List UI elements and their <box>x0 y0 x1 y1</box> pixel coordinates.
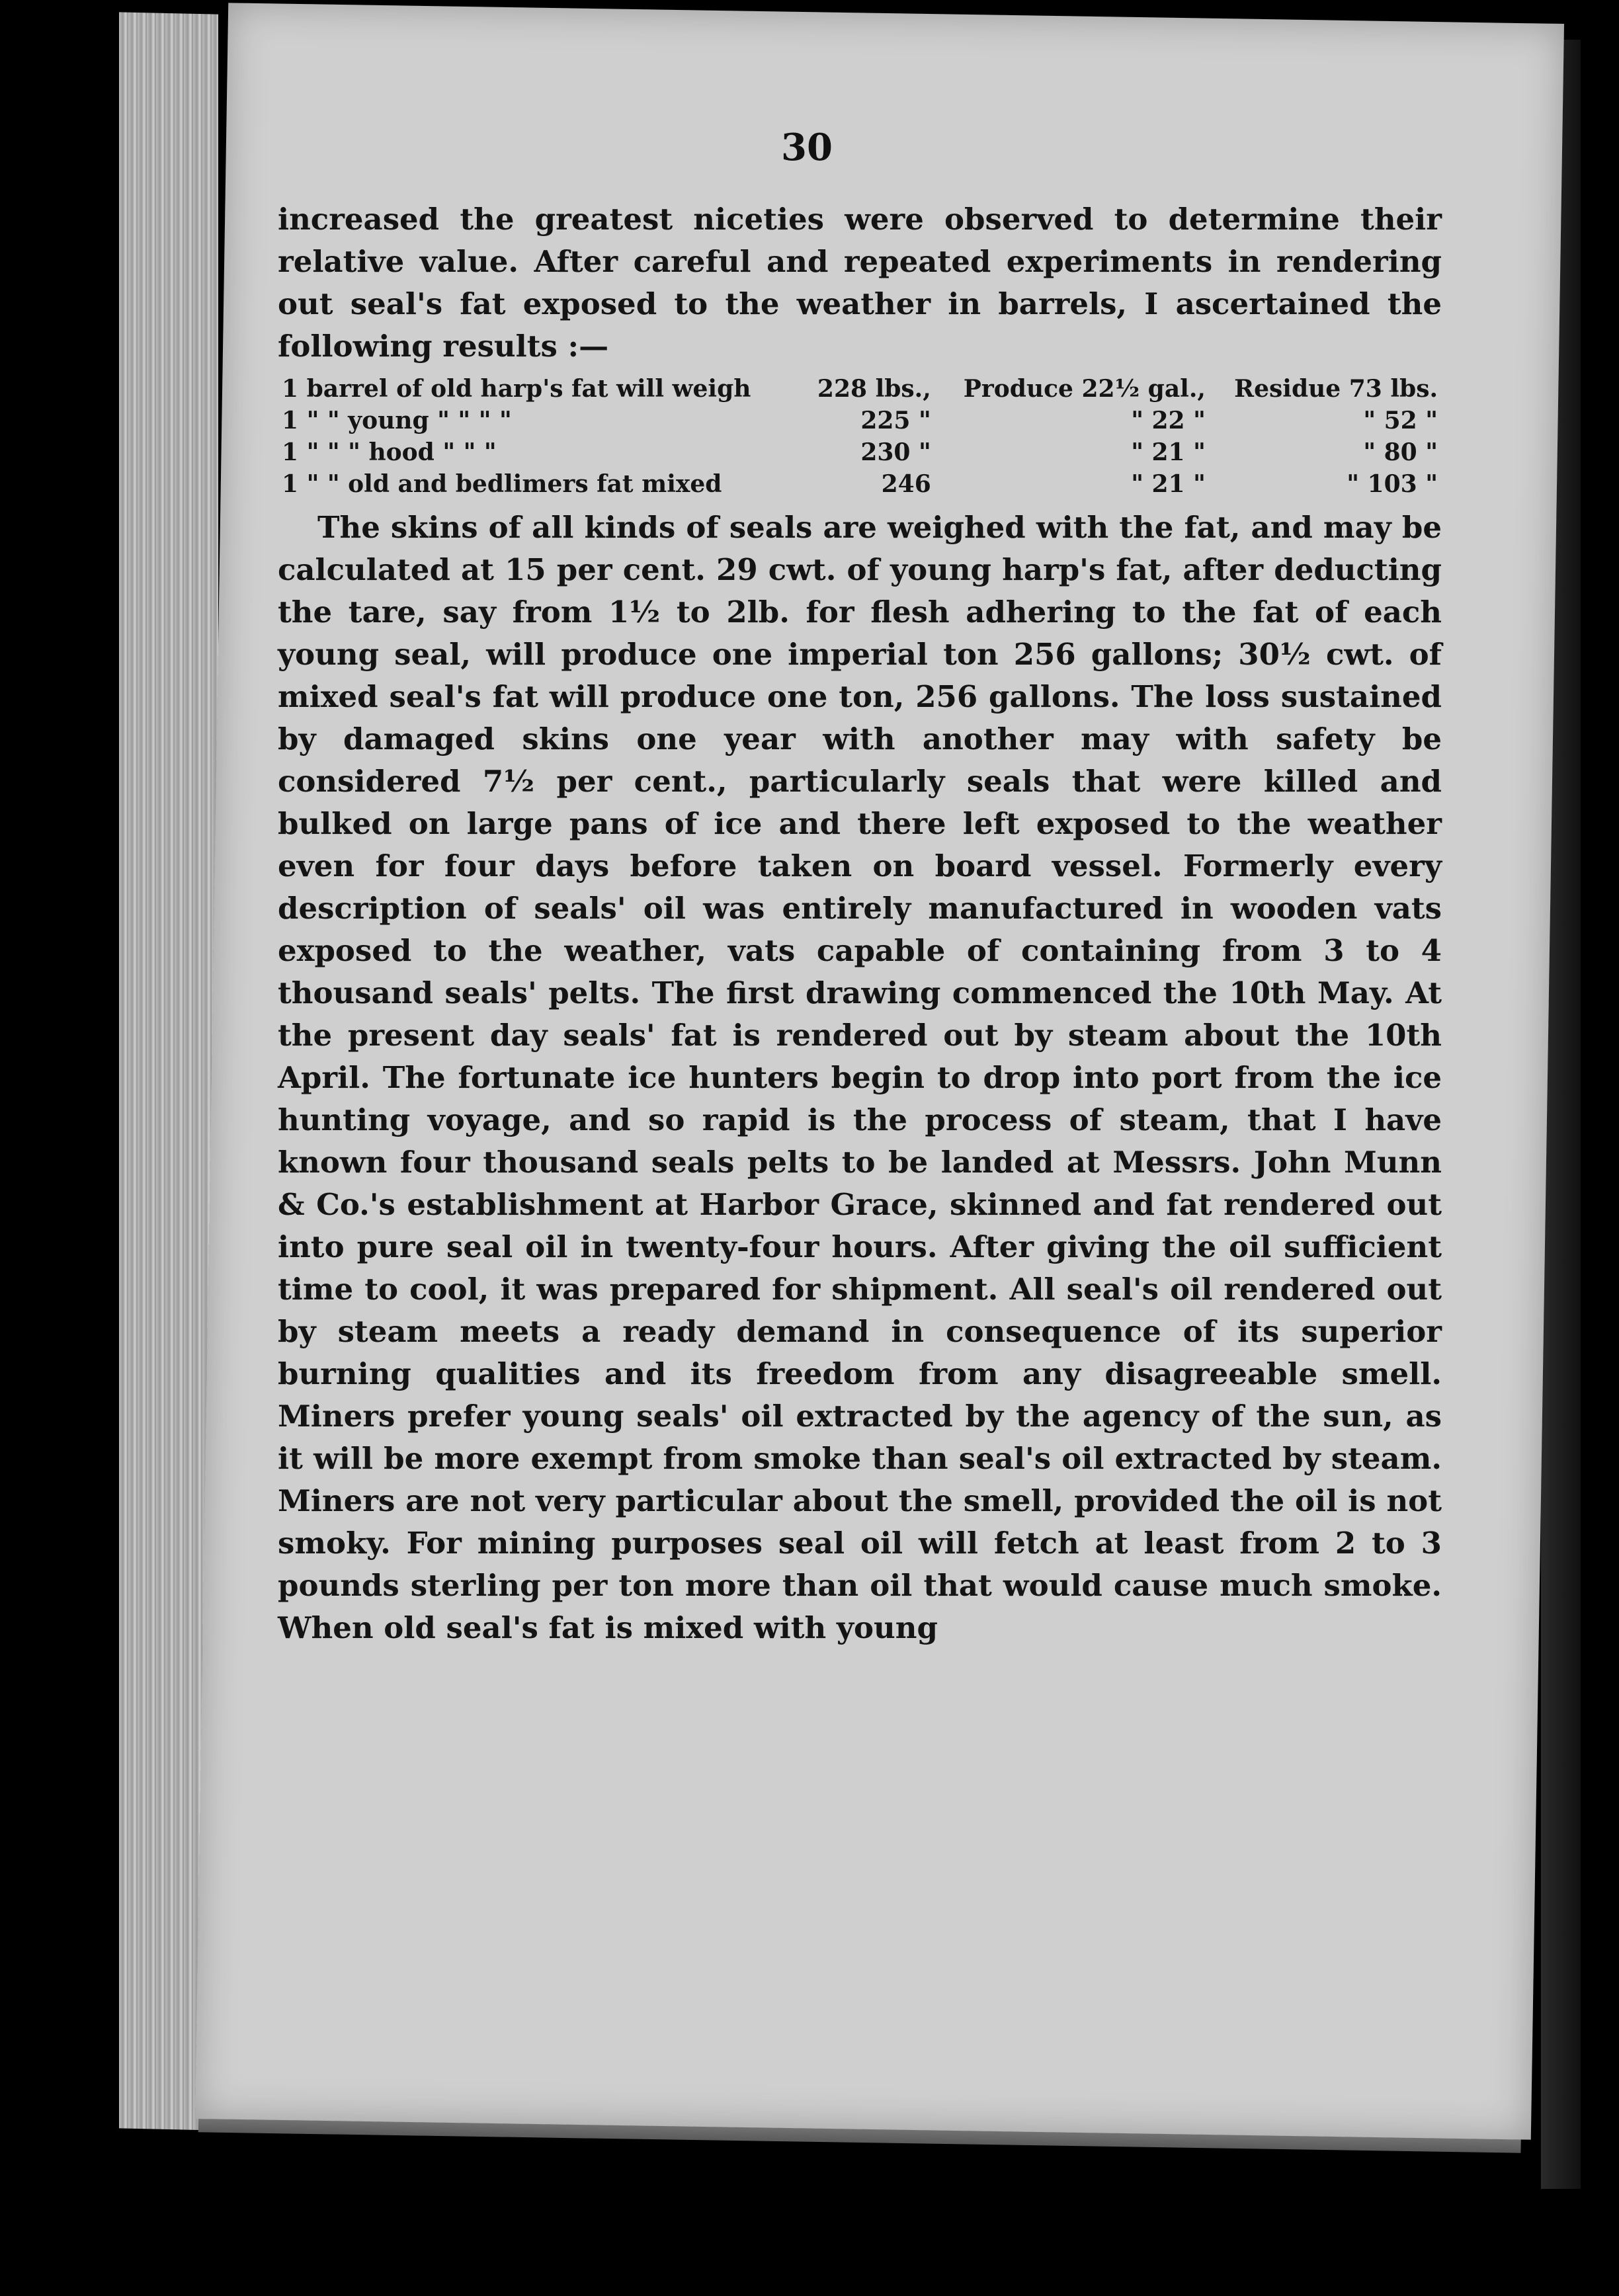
row-produce: Produce 22½ gal., <box>963 375 1206 403</box>
results-row <box>278 436 1442 468</box>
results-table <box>278 373 1442 500</box>
row-label: 1 barrel of old harp's fat will weigh <box>282 375 751 403</box>
page-number: 30 <box>781 126 833 169</box>
row-weight: 246 <box>881 470 931 498</box>
row-weight: 225 " <box>860 407 931 434</box>
results-row <box>278 468 1442 500</box>
paragraph-continuation: increased the greatest niceties were observed to determine their relative value. After careful and repeated experiments in rendering out seal's fat exposed to the weather in barrels, I ascertained the following results :— <box>278 202 1442 364</box>
paragraph-skins-and-oil: The skins of all kinds of seals are weighed with the fat, and may be calculated at 15 per cent. 29 cwt. of young harp's fat, after deducting the tare, say from 1½ to 2lb. for flesh adhering to the fat of each young seal, will produce one imperial ton 256 gallons; 30½ cwt. of mixed seal's fat will produce one ton, 256 gallons. The loss sustained by damaged skins one year with another may with safety be considered 7½ per cent., particularly seals that were killed and bulked on large pans of ice and there left exposed to the weather even for four days before taken on board vessel. Formerly every description of seals' oil was entirely manufactured in wooden vats exposed to the weather, vats capable of containing from 3 to 4 thousand seals' pelts. The first drawing commenced the 10th May. At the present day seals' fat is rendered out by steam about the 10th April. The fortunate ice hunters begin to drop into port from the ice hunting voyage, and so rapid is the process of steam, that I have known four thousand seals pelts to be landed at Messrs. John Munn & Co.'s establishment at Harbor Grace, skinned and fat rendered out into pure seal oil in twenty-four hours. After giving the oil sufficient time to cool, it was prepared for shipment. All seal's oil rendered out by steam meets a ready demand in consequence of its superior burning qualities and its freedom from any disagreeable smell. Miners prefer young seals' oil extracted by the agency of the sun, as it will be more exempt from smoke than seal's oil extracted by steam. Miners are not very particular about the smell, provided the oil is not smoky. For mining purposes seal oil will fetch at least from 2 to 3 pounds sterling per ton more than oil that would cause much smoke. When old seal's fat is mixed with young <box>278 510 1442 1645</box>
row-residue: " 80 " <box>1363 438 1438 466</box>
row-residue: " 52 " <box>1363 407 1438 434</box>
row-produce: " 21 " <box>1131 470 1206 498</box>
results-row <box>278 405 1442 436</box>
row-produce: " 22 " <box>1131 407 1206 434</box>
row-label: 1 " " young " " " " <box>282 407 512 434</box>
row-weight: 228 lbs., <box>817 375 931 403</box>
row-weight: 230 " <box>860 438 931 466</box>
page-body <box>278 198 1442 1649</box>
row-residue: Residue 73 lbs. <box>1234 375 1438 403</box>
row-residue: " 103 " <box>1347 470 1438 498</box>
results-row <box>278 373 1442 405</box>
row-produce: " 21 " <box>1131 438 1206 466</box>
row-label: 1 " " old and bedlimers fat mixed <box>282 470 722 498</box>
row-label: 1 " " " hood " " " <box>282 438 497 466</box>
